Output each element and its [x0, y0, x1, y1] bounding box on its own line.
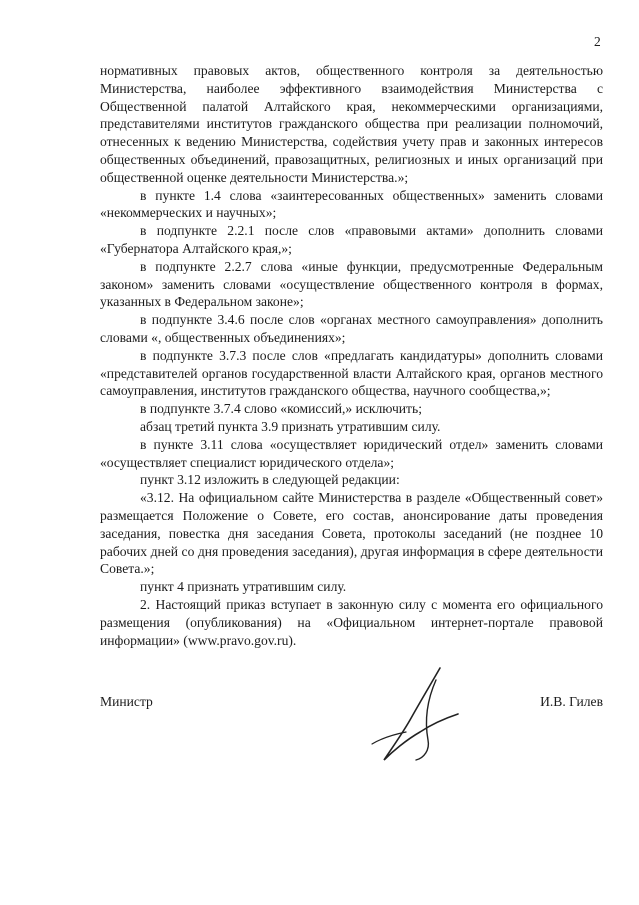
paragraph-item-3-7-3: в подпункте 3.7.3 после слов «предлагать кандидатуры» дополнить словами «представителей органов государственной власти Алтайского края, органов местного самоуправления, институтов гражданского общества, научного сообщества,»; — [100, 347, 603, 399]
paragraph-item-2-2-7: в подпункте 2.2.7 слова «иные функции, предусмотренные Федеральным законом» заменить словами «осуществление общественного контроля в формах, указанных в Федеральном законе»; — [100, 258, 603, 310]
document-body — [100, 62, 603, 649]
paragraph-item-4: пункт 4 признать утратившим силу. — [140, 579, 347, 595]
signature-stroke-main — [384, 668, 458, 760]
paragraph-item-3-12: пункт 3.12 изложить в следующей редакции: — [140, 472, 400, 488]
paragraph-item-1-4: в пункте 1.4 слова «заинтересованных общественных» заменить словами «некоммерческих и научных»; — [100, 187, 603, 221]
paragraph-item-3-7-4: в подпункте 3.7.4 слово «комиссий,» исключить; — [140, 401, 422, 417]
paragraph-item-3-11: в пункте 3.11 слова «осуществляет юридический отдел» заменить словами «осуществляет специалист юридического отдела»; — [100, 436, 603, 470]
paragraph-item-3-12-text: «3.12. На официальном сайте Министерства в разделе «Общественный совет» размещается Положение о Совете, его состав, анонсирование даты проведения заседания, повестка дня заседания Совета, протоколы заседаний (не позднее 10 рабочих дней со дня проведения заседания), другая информация в сфере деятельности Совета.»; — [100, 490, 603, 577]
paragraph-intro: нормативных правовых актов, общественного контроля за деятельностью Министерства, наиболее эффективного взаимодействия Министерства с Общественной палатой Алтайского края, некоммерческими организациями, представителями институтов гражданского общества при реализации полномочий, отнесенных к ведению Министерства, содействия учету прав и законных интересов общественных объединений, правозащитных, религиозных и иных организаций при общественной оценке деятельности Министерства.»; — [100, 63, 603, 185]
signatory-name: И.В. Гилев — [540, 694, 603, 709]
paragraph-effective-date: 2. Настоящий приказ вступает в законную силу с момента его официального размещения (опубликования) на «Официальном интернет-портале правовой информации» (www.pravo.gov.ru). — [100, 596, 603, 648]
signatory-title: Министр — [100, 694, 153, 709]
paragraph-item-3-4-6: в подпункте 3.4.6 после слов «органах местного самоуправления» дополнить словами «, общественных объединениях»; — [100, 312, 603, 345]
signature-block — [100, 694, 603, 718]
paragraph-item-3-9: абзац третий пункта 3.9 признать утратившим силу. — [140, 418, 441, 434]
handwritten-signature — [362, 662, 482, 772]
page-number: 2 — [594, 34, 601, 49]
paragraph-item-2-2-1: в подпункте 2.2.1 после слов «правовыми актами» дополнить словами «Губернатора Алтайского края,»; — [100, 223, 603, 256]
